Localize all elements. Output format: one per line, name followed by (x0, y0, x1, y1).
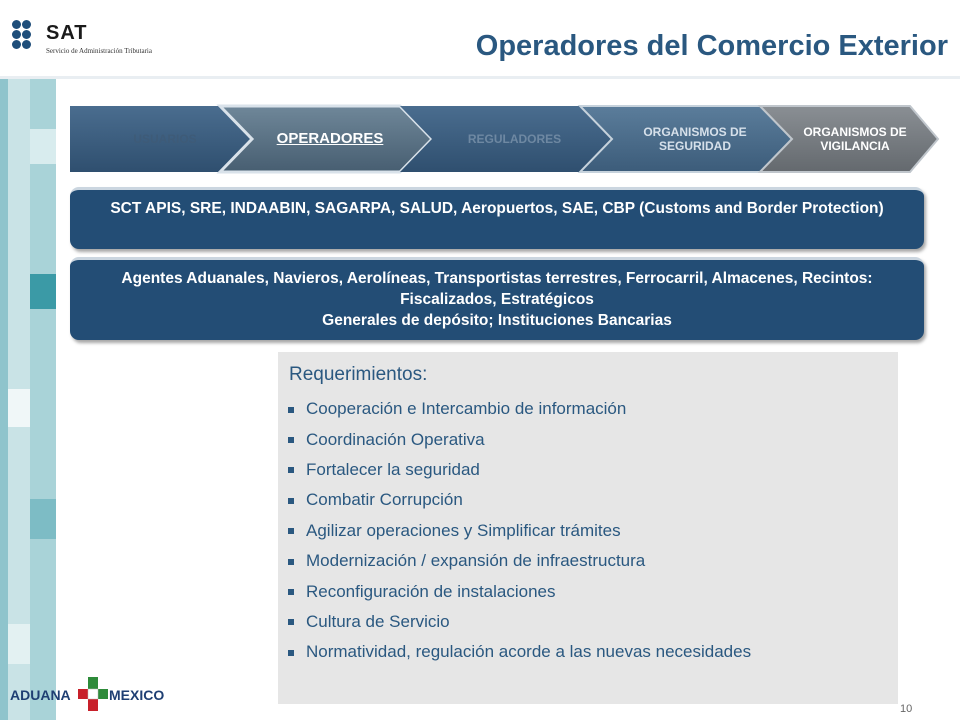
list-item: Cultura de Servicio (288, 607, 751, 637)
list-item: Agilizar operaciones y Simplificar trámites (288, 516, 751, 546)
list-item: Coordinación Operativa (288, 424, 751, 454)
square-bullet-icon (288, 559, 294, 565)
square-bullet-icon (288, 528, 294, 534)
list-item: Normatividad, regulación acorde a las nuevas necesidades (288, 637, 751, 667)
sat-logo (12, 20, 192, 68)
list-item: Cooperación e Intercambio de información (288, 394, 751, 424)
process-step-organismos-vigilancia[interactable]: ORGANISMOS DE VIGILANCIA (803, 125, 907, 153)
process-step-reguladores[interactable]: REGULADORES (467, 132, 562, 146)
list-item: Combatir Corrupción (288, 485, 751, 515)
square-bullet-icon (288, 589, 294, 595)
square-bullet-icon (288, 437, 294, 443)
sat-logo-subtitle: Servicio de Administración Tributaria (46, 47, 152, 55)
requirements-list (288, 394, 751, 668)
operators-text-line-2: Generales de depósito; Instituciones Bancarias (322, 312, 672, 329)
square-bullet-icon (288, 650, 294, 656)
sat-logo-text: SAT (46, 22, 88, 44)
mexico-logo-text: MEXICO (109, 687, 165, 703)
operators-box (70, 257, 924, 340)
process-step-organismos-seguridad[interactable]: ORGANISMOS DE SEGURIDAD (643, 125, 747, 153)
aduana-logo-text: ADUANA (10, 687, 71, 703)
square-bullet-icon (288, 498, 294, 504)
list-item: Modernización / expansión de infraestructura (288, 546, 751, 576)
sat-dots-icon (12, 20, 42, 54)
header-divider (0, 76, 960, 79)
page-number: 10 (900, 703, 913, 715)
list-item: Reconfiguración de instalaciones (288, 576, 751, 606)
square-bullet-icon (288, 407, 294, 413)
side-decoration (0, 79, 60, 720)
process-step-usuarios[interactable]: USUARIOS (133, 132, 197, 146)
list-item: Fortalecer la seguridad (288, 455, 751, 485)
regulators-box (70, 187, 924, 249)
aduana-cross-icon (78, 677, 108, 711)
aduana-mexico-logo (10, 677, 180, 713)
operators-text-line-1: Agentes Aduanales, Navieros, Aerolíneas, Transportistas terrestres, Ferrocarril, Almacenes, Recintos: Fiscalizados, Estratégicos (121, 270, 873, 308)
requirements-title: Requerimientos: (289, 364, 428, 385)
process-step-operadores[interactable]: OPERADORES (276, 130, 384, 147)
square-bullet-icon (288, 467, 294, 473)
header (0, 0, 960, 76)
requirements-panel (278, 352, 898, 704)
regulators-text: SCT APIS, SRE, INDAABIN, SAGARPA, SALUD, Aeropuertos, SAE, CBP (Customs and Border Protection) (110, 200, 884, 217)
process-steps (70, 104, 940, 174)
square-bullet-icon (288, 619, 294, 625)
page-title: Operadores del Comercio Exterior (475, 30, 948, 62)
